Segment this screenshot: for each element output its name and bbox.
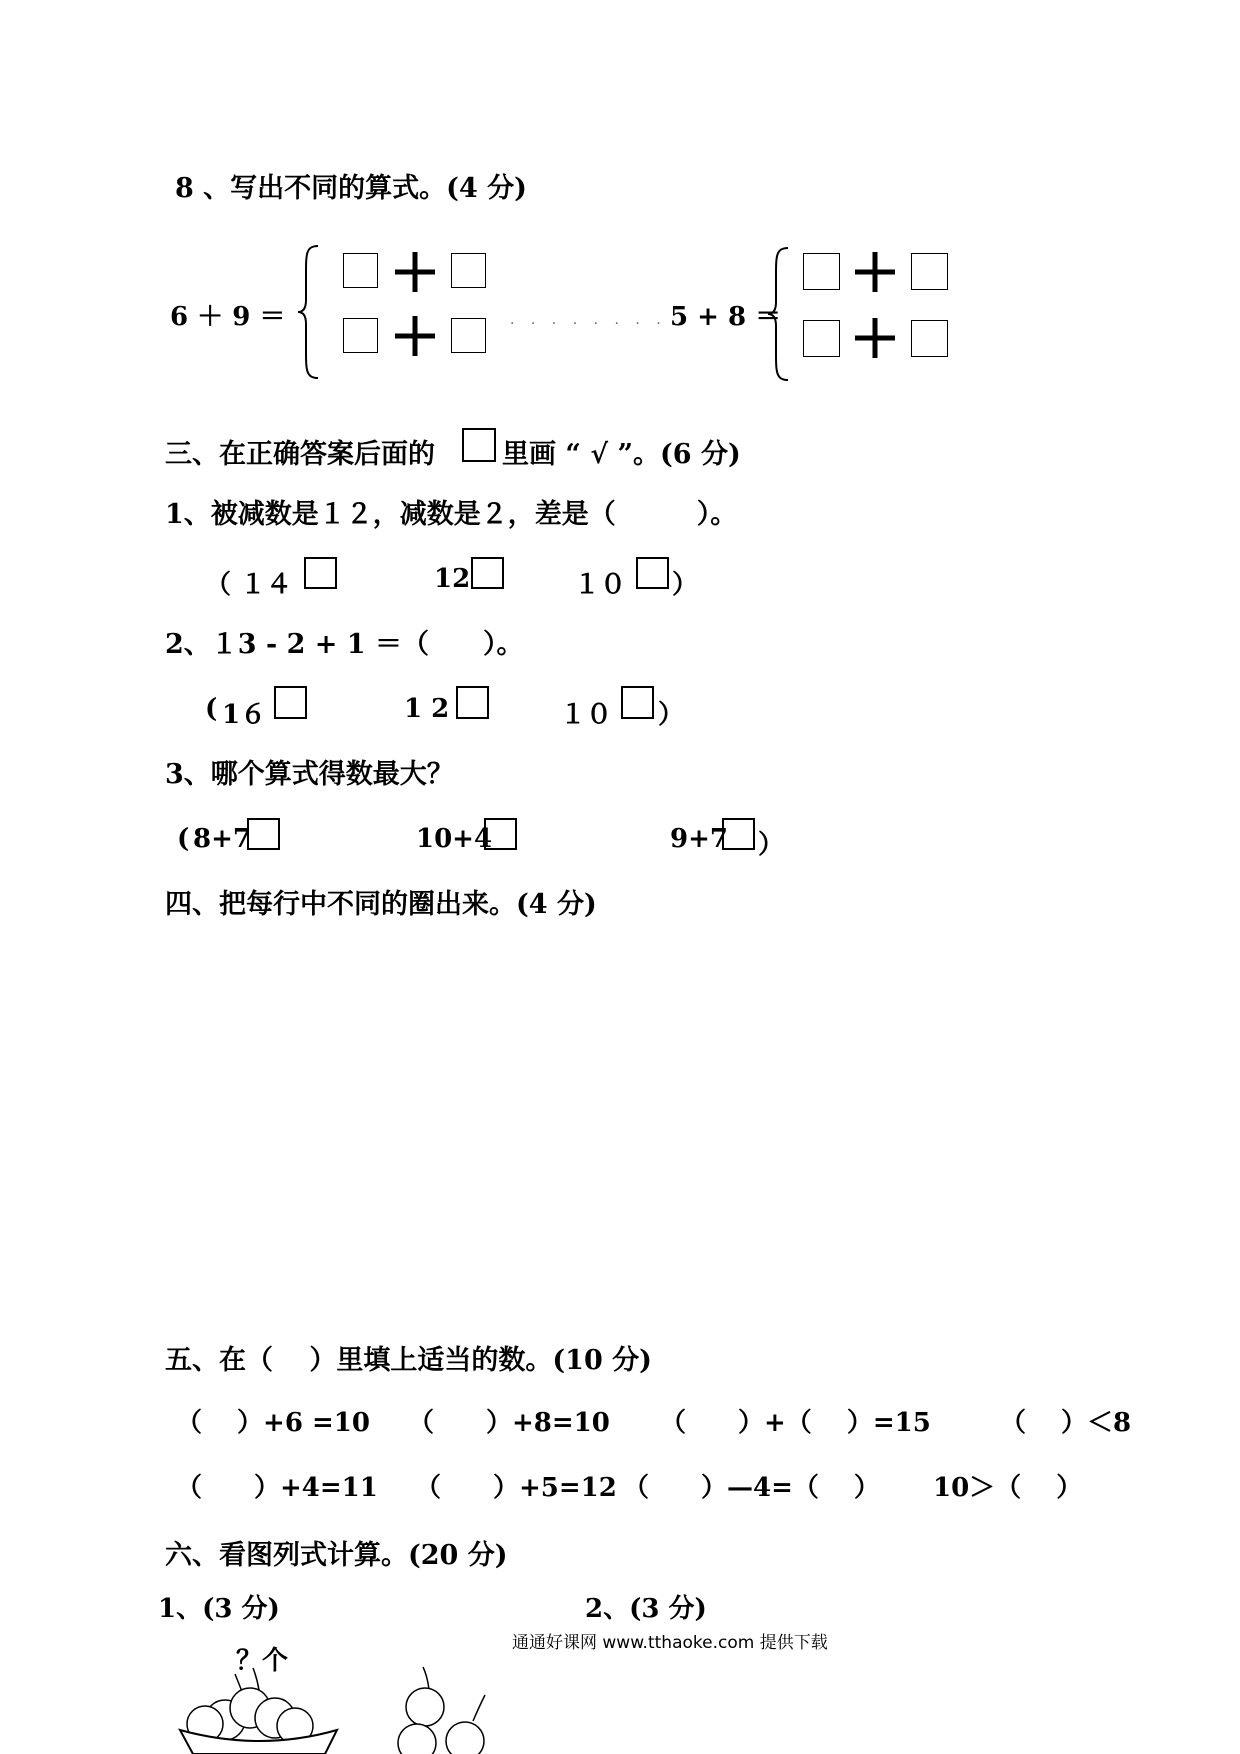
plus-sign-icon bbox=[393, 314, 437, 358]
right-brace-icon bbox=[766, 246, 792, 382]
fill-blank-5[interactable]: （ ）+4=11 bbox=[176, 1473, 378, 1503]
q3-close-paren: ） bbox=[758, 830, 785, 860]
section-4-heading: 四、把每行中不同的圈出来。(4 分) bbox=[165, 889, 597, 920]
q8-left-expression: 6 ＋ 9 ＝ bbox=[170, 302, 286, 332]
q1-open-paren: （ bbox=[205, 570, 232, 600]
q3-open-paren: ( bbox=[177, 824, 190, 854]
problem-2-label: 2、(3 分) bbox=[585, 1594, 707, 1624]
q3-option-1: 8+7 bbox=[193, 824, 251, 854]
question-mark-label: ？个 bbox=[236, 1646, 289, 1676]
example-box bbox=[462, 428, 496, 462]
cherry-bowl-illustration bbox=[175, 1660, 345, 1754]
section-3-heading-start: 三、在正确答案后面的 bbox=[165, 439, 435, 470]
fill-blank-4[interactable]: （ ）＜8 bbox=[1000, 1408, 1132, 1438]
answer-box[interactable] bbox=[451, 318, 486, 353]
left-brace-icon bbox=[296, 244, 322, 380]
section-6-heading: 六、看图列式计算。(20 分) bbox=[165, 1540, 508, 1571]
plus-sign-icon bbox=[853, 316, 897, 360]
dotted-separator: . . . . . . . . . bbox=[510, 312, 688, 328]
q2-close-paren: ） bbox=[658, 700, 685, 730]
fill-blank-3[interactable]: （ ）+（ ）=15 bbox=[660, 1408, 931, 1438]
q2-option-3-checkbox[interactable] bbox=[621, 686, 654, 719]
fill-blank-6[interactable]: （ ）+5=12 bbox=[415, 1473, 617, 1503]
footer-note: 通通好课网 www.tthaoke.com 提供下载 bbox=[512, 1633, 828, 1653]
q2-option-1: 1６ bbox=[222, 700, 267, 730]
answer-box[interactable] bbox=[343, 253, 378, 288]
answer-box[interactable] bbox=[343, 318, 378, 353]
q1-option-3: １０ bbox=[574, 570, 627, 600]
problem-1-label: 1、(3 分) bbox=[158, 1594, 280, 1624]
cherries-illustration bbox=[395, 1665, 505, 1754]
q2-open-paren: ( bbox=[205, 694, 218, 724]
q3-option-1-checkbox[interactable] bbox=[247, 818, 280, 850]
q3-option-2-checkbox[interactable] bbox=[484, 818, 517, 850]
q2-option-2-checkbox[interactable] bbox=[456, 686, 489, 719]
question-2-stem: 2、１3 - 2 + 1 ＝（ ）。 bbox=[165, 629, 524, 660]
q1-option-3-checkbox[interactable] bbox=[636, 557, 669, 589]
plus-sign-icon bbox=[853, 250, 897, 294]
plus-sign-icon bbox=[393, 250, 437, 294]
fill-blank-8[interactable]: 10＞（ ） bbox=[933, 1473, 1083, 1503]
answer-box[interactable] bbox=[911, 253, 948, 290]
answer-box[interactable] bbox=[803, 253, 840, 290]
q3-option-2: 10+4 bbox=[416, 824, 493, 854]
q3-option-3-checkbox[interactable] bbox=[722, 818, 755, 850]
q3-option-3: 9+7 bbox=[670, 824, 728, 854]
section-3-heading-end: 里画 “ √ ”。(6 分) bbox=[502, 439, 741, 470]
q2-option-3: １０ bbox=[560, 700, 613, 730]
q1-close-paren: ） bbox=[672, 570, 699, 600]
q1-option-1-checkbox[interactable] bbox=[304, 557, 337, 589]
answer-box[interactable] bbox=[803, 320, 840, 357]
answer-box[interactable] bbox=[451, 253, 486, 288]
q2-option-2: 1 2 bbox=[404, 694, 450, 724]
fill-blank-7[interactable]: （ ）—4=（ ） bbox=[623, 1473, 880, 1503]
q1-option-1: １４ bbox=[240, 570, 293, 600]
answer-box[interactable] bbox=[911, 320, 948, 357]
q1-option-2: 12 bbox=[434, 564, 471, 594]
q8-title: 8 、写出不同的算式。(4 分) bbox=[175, 173, 527, 204]
fill-blank-1[interactable]: （ ）+6 =10 bbox=[176, 1408, 370, 1438]
question-1-stem: 1、被减数是１２，减数是２，差是（ ）。 bbox=[165, 499, 738, 530]
q1-option-2-checkbox[interactable] bbox=[471, 557, 504, 589]
question-3-stem: 3、哪个算式得数最大？ bbox=[165, 759, 454, 790]
q2-option-1-checkbox[interactable] bbox=[274, 686, 307, 719]
q8-right-expression: 5 + 8 ＝ bbox=[670, 302, 782, 332]
section-5-heading: 五、在（ ）里填上适当的数。(10 分) bbox=[165, 1345, 652, 1376]
fill-blank-2[interactable]: （ ）+8=10 bbox=[408, 1408, 610, 1438]
